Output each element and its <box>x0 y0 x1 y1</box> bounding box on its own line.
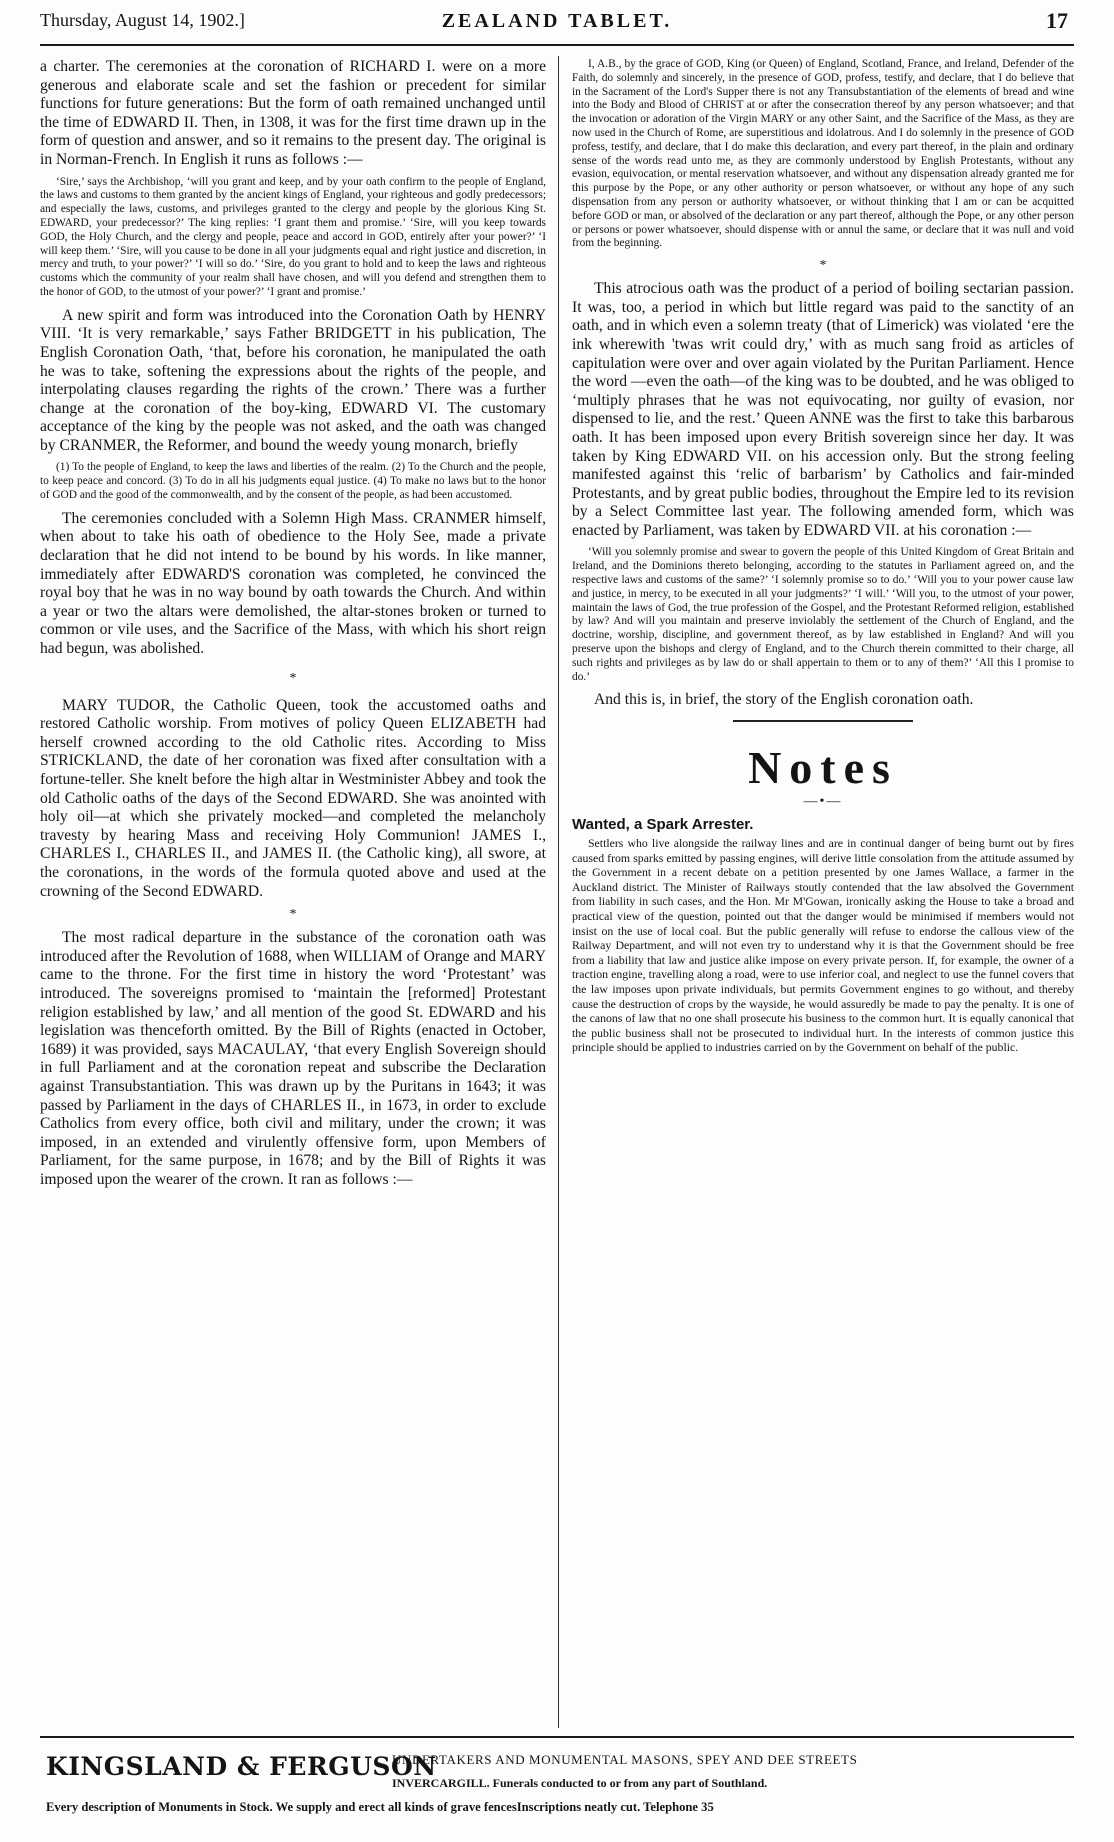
section-divider-star: * <box>819 258 827 274</box>
note-title: Wanted, a Spark Arrester. <box>572 816 754 834</box>
running-head <box>40 4 1074 46</box>
right-column <box>572 58 1074 1728</box>
advertiser-tagline: Every description of Monuments in Stock. We supply and erect all kinds of grave fencesInscriptions neatly cut. Telephone 35 <box>46 1800 714 1814</box>
advertiser-name: KINGSLAND & FERGUSON <box>46 1752 437 1781</box>
article-paragraph: This atrocious oath was the product of a period of boiling sectarian passion. It was, too, a period in which but little regard was paid to the sanctity of an oath, and in which even a solemn treaty (that of Limerick) was violated ‘ere the ink wherewith 'twas writ could dry,’ with as much sang froid as articles of capitulation were over and over again violated by the Puritan Parliament. Hence the word —even the oath—of the king was to be doubted, and he was obliged to ‘multiply phrases that he was not equivocating, nor guilty of evasion, nor dispensed to lie, and the rest.’ Queen ANNE was the first to take this barbarous oath. It has been imposed upon every British sovereign since her day. It was taken by King EDWARD VII. on his accession only. But the strong feeling manifested against this ‘relic of barbarism’ by Catholics and fair-minded Protestants, and by great public bodies, throughout the Empire led to its revision by a Select Committee last year. The following amended form, which was enacted by Parliament, was taken by EDWARD VII. at his coronation :— <box>572 280 1074 539</box>
paper-title: ZEALAND TABLET. <box>441 10 673 32</box>
notes-ornament: —•— <box>803 794 843 810</box>
notes-heading: Notes <box>748 742 898 794</box>
article-paragraph: a charter. The ceremonies at the coronation of RICHARD I. were on a more generous and elaborate scale and set the fashion or precedent for similar functions for future generations: But the form of oath remained unchanged until the time of EDWARD II. Then, in 1308, it was for the first time drawn up in the form of question and answer, and so it remains to the present day. The original is in Norman-French. In English it runs as follows :— <box>40 58 546 168</box>
page-number: 17 <box>1046 8 1068 33</box>
left-column <box>40 58 546 1728</box>
section-divider-star: * <box>289 907 297 923</box>
quoted-oath-medieval: ‘Sire,’ says the Archbishop, ‘will you grant and keep, and by your oath confirm to the people of England, the laws and customs to them granted by the ancient kings of England, your righteous and godly predecessors; and especially the laws, customs, and privileges granted to the clergy and people by the glorious King St. EDWARD, your predecessor?’ The king replies: ‘I grant them and promise.’ ‘Sire, will you keep towards GOD, the Holy Church, and the clergy and people, peace and accord in GOD, entirely after your power?’ ‘I will keep them.’ ‘Sire, will you cause to be done in all your judgments equal and right justice and discretion, in mercy and truth, to your power?’ ‘I will so do.’ ‘Sire, do you grant to hold and to keep the laws and righteous customs which the community of your realm shall have chosen, and will you defend and strengthen them to the honor of GOD, to the utmost of your power?’ ‘I grant and promise.’ <box>40 175 546 298</box>
quoted-oath-cranmer: (1) To the people of England, to keep the laws and liberties of the realm. (2) To the Church and the people, to keep peace and concord. (3) To do in all his judgments equal justice. (4) To make no laws but to the honor of GOD and the good of the commonwealth, and by the consent of the people, as had been accustomed. <box>40 461 546 502</box>
issue-date: Thursday, August 14, 1902.] <box>40 10 245 30</box>
quoted-oath-edward-vii: ‘Will you solemnly promise and swear to govern the people of this United Kingdom of Great Britain and Ireland, and the Dominions thereto belonging, according to the statutes in Parliament agreed on, and the respective laws and customs of the same?’ ‘I solemnly promise so to do.’ ‘Will you to your power cause law and justice, in mercy, to be executed in all your judgments?’ ‘I will.’ ‘Will you, to the utmost of your power, maintain the laws of God, the true profession of the Gospel, and the Protestant Reformed religion, established by law? And will you maintain and preserve inviolably the settlement of the Church of England, and the doctrine, worship, discipline, and government thereof, as by law established in England? And will you preserve upon the bishops and clergy of England, and to the Church therein committed to their charge, all such rights and privileges as by law do or shall appertain to them or to any of them?’ ‘All this I promise to do.’ <box>572 546 1074 683</box>
note-body: Settlers who live alongside the railway lines and are in continual danger of being burnt out by fires caused from sparks emitted by passing engines, will derive little consolation from the attitude assumed by the Government in a recent debate on a petition presented by one James Wallace, a farmer in the Auckland district. The Minister of Railways stoutly contended that the law absolved the Government from liability in such cases, and the Hon. Mr M'Gowan, ironically asking the House to take a broad and practical view of the question, pointed out that the danger would be minimised if members would not insist on the use of local coal. But the public generally will refuse to endorse the callous view of the Railway Department, and will not even try to understand why it is that the Government should be free from a liability that law and justice alike impose on every private person. If, for example, the owner of a traction engine, travelling along a road, were to use inferior coal, and neglect to use the funnel covers that the law imposes upon private individuals, but permits Government engines to go without, and thereby cause the destruction of crops by the wayside, he would assuredly be made to pay the penalty. It is one of the canons of law that no one shall prosecute his business to the common hurt. It is equally canonical that the public business shall not be prosecuted to individual hurt. In the interests of common justice this principle should be applied to industries carried on by the Government on behalf of the public. <box>572 836 1074 1055</box>
article-paragraph: MARY TUDOR, the Catholic Queen, took the accustomed oaths and restored Catholic worship. From motives of policy Queen ELIZABETH had herself crowned according to the old Catholic rites. According to Miss STRICKLAND, the date of her coronation was fixed after consultation with a fortune-teller. She knelt before the high altar in Westminister Abbey and took the old Catholic oaths of the days of the Second EDWARD. She was anointed with holy oil—at which she privately mocked—and completed the melancholy travesty by hearing Mass and receiving Holy Communion! JAMES I., CHARLES I., CHARLES II., and JAMES II. (the Catholic king), all swore, at the coronations, in the words of the formula quoted above and used at the crowning of the Second EDWARD. <box>40 696 546 900</box>
quoted-declaration: I, A.B., by the grace of GOD, King (or Queen) of England, Scotland, France, and Ireland, Defender of the Faith, do solemnly and sincerely, in the presence of GOD, profess, testify, and declare, that I do believe that in the Sacrament of the Lord's Supper there is not any Transubstantiation of the elements of bread and wine into the Body and Blood of CHRIST at or after the consecration thereof by any person whatsoever; and that the invocation or adoration of the Virgin MARY or any other Saint, and the Sacrifice of the Mass, as they are now used in the Church of Rome, are superstitious and idolatrous. And I do solemnly in the presence of GOD profess, testify, and declare, that I do make this declaration, and every part thereof, in the plain and ordinary sense of the words read unto me, as they are commonly understood by English Protestants, without any evasion, equivocation, or mental reservation whatsoever, and without any dispensation already granted me for this purpose by the Pope, or any other authority or person whatsoever, or without any hope of any such dispensation from any person or authority whatsoever, or without thinking that I am or can be acquitted before GOD or man, or absolved of the declaration or any part thereof, although the Pope, or any other person or persons or power whatsoever, should dispense with or annul the same, or declare that it was null and void from the beginning. <box>572 58 1074 250</box>
notes-rule <box>733 720 913 722</box>
advertisement <box>40 1736 1074 1836</box>
column-divider <box>558 56 559 1728</box>
article-paragraph: And this is, in brief, the story of the English coronation oath. <box>594 691 974 709</box>
advertiser-trade: UNDERTAKERS AND MONUMENTAL MASONS, SPEY AND DEE STREETS <box>392 1752 858 1767</box>
advertiser-location: INVERCARGILL. Funerals conducted to or from any part of Southland. <box>392 1776 768 1790</box>
article-paragraph: The most radical departure in the substance of the coronation oath was introduced after the Revolution of 1688, when WILLIAM of Orange and MARY came to the throne. For the first time in history the word ‘Protestant’ was introduced. The sovereigns promised to ‘maintain the [reformed] Protestant religion established by law,’ and all mention of the good St. EDWARD and his legislation was thenceforth omitted. By the Bill of Rights (enacted in October, 1689) it was provided, says MACAULAY, ‘that every English Sovereign should in full Parliament and at the coronation repeat and subscribe the Declaration against Transubstantiation. This was drawn up by the Puritans in 1643; it was passed by Parliament in the days of CHARLES II., in 1673, in order to exclude Catholics from every office, both civil and military, under the crown; it was imposed, in an extended and virulently offensive form, upon Members of Parliament, for the same purpose, in 1678; and by the Bill of Rights it was imposed upon the wearer of the crown. It ran as follows :— <box>40 929 546 1188</box>
section-divider-star: * <box>289 670 297 686</box>
article-paragraph: A new spirit and form was introduced into the Coronation Oath by HENRY VIII. ‘It is very remarkable,’ says Father BRIDGETT in his publication, The English Coronation Oath, ‘that, before his coronation, he manipulated the oath he was to take, softening the expressions about the rights of the people, and interpolating clauses regarding the rights of the crown.’ There was a further change at the coronation of the boy-king, EDWARD VI. The customary acceptance of the king by the people was not asked, and the oath was changed by CRANMER, the Reformer, and bound the weedy young monarch, briefly <box>40 306 546 454</box>
article-paragraph: The ceremonies concluded with a Solemn High Mass. CRANMER himself, when about to take his oath of obedience to the Holy See, made a private declaration that he did not intend to be bound by his words. In like manner, immediately after EDWARD'S coronation was completed, he convinced the royal boy that he was in no way bound by oath towards the Church. And within a year or two the altars were demolished, the altar-stones broken or turned to common or vile uses, and the Sacrifice of the Mass, with which his short reign had begun, was abolished. <box>40 509 546 658</box>
